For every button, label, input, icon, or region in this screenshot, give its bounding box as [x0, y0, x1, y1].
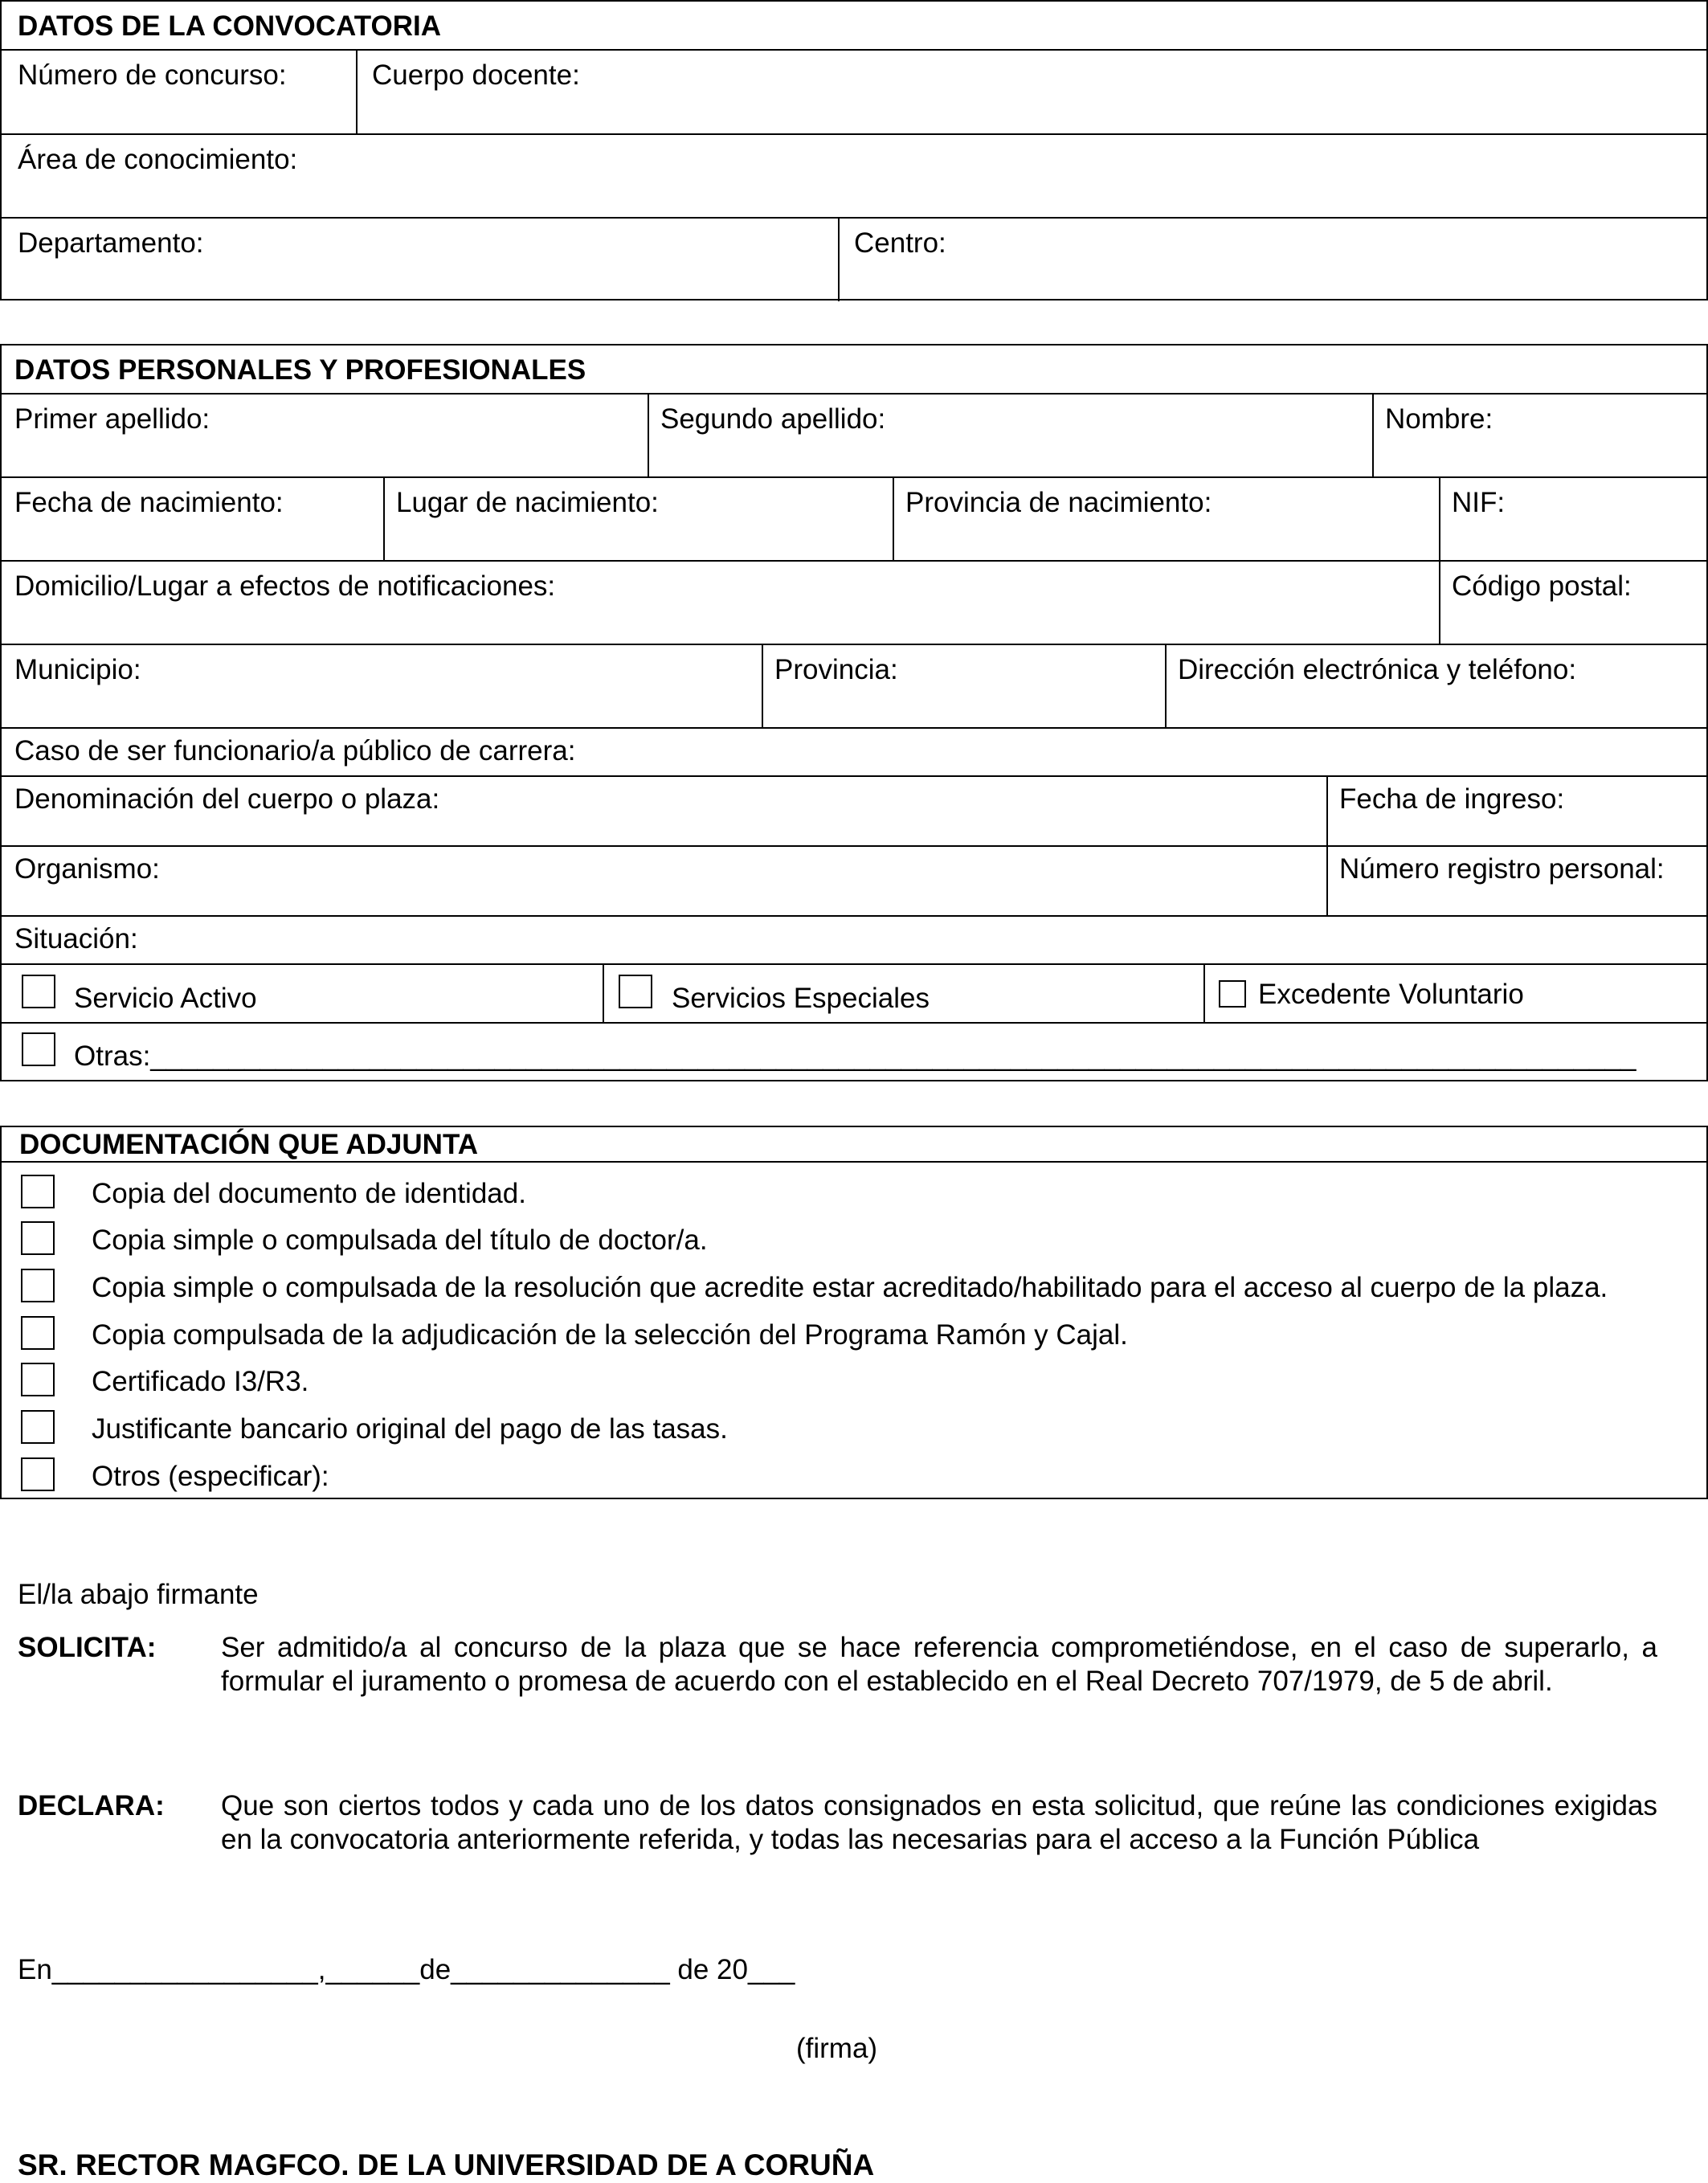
documentacion-section [0, 1126, 1708, 1499]
servicios-especiales-checkbox[interactable] [619, 975, 652, 1008]
doc-checkbox[interactable] [21, 1175, 55, 1208]
doc-item-justificante [2, 1407, 1705, 1453]
denominacion-field[interactable]: Denominación del cuerpo o plaza: [14, 783, 440, 815]
doc-item-identidad [2, 1171, 1705, 1218]
area-conocimiento-field[interactable]: Área de conocimiento: [18, 144, 298, 175]
fecha-ingreso-field[interactable]: Fecha de ingreso: [1339, 783, 1565, 815]
servicio-activo-checkbox[interactable] [22, 975, 55, 1008]
doc-label: Copia del documento de identidad. [92, 1178, 526, 1209]
codigo-postal-field[interactable]: Código postal: [1452, 570, 1632, 602]
lugar-nacimiento-field[interactable]: Lugar de nacimiento: [396, 487, 659, 518]
provincia-nacimiento-field[interactable]: Provincia de nacimiento: [905, 487, 1212, 518]
doc-item-certificado [2, 1359, 1705, 1406]
numero-concurso-field[interactable]: Número de concurso: [18, 59, 287, 91]
solicita-label: SOLICITA: [18, 1632, 157, 1663]
centro-field[interactable]: Centro: [854, 227, 946, 259]
provincia-field[interactable]: Provincia: [774, 654, 898, 685]
fecha-line[interactable]: En_________________,______de______________ de 20___ [18, 1954, 795, 1985]
doc-label: Copia compulsada de la adjudicación de la selección del Programa Ramón y Cajal. [92, 1319, 1128, 1351]
doc-label: Justificante bancario original del pago de las tasas. [92, 1413, 728, 1445]
nif-field[interactable]: NIF: [1452, 487, 1506, 518]
doc-item-resolucion [2, 1265, 1705, 1312]
doc-label: Certificado I3/R3. [92, 1366, 309, 1397]
otras-line[interactable]: Otras:_______________________________________________________________________________________________ [74, 1040, 1636, 1072]
municipio-field[interactable]: Municipio: [14, 654, 141, 685]
nombre-field[interactable]: Nombre: [1385, 403, 1493, 435]
doc-checkbox[interactable] [21, 1457, 55, 1491]
documentacion-title: DOCUMENTACIÓN QUE ADJUNTA [19, 1129, 479, 1160]
doc-label: Copia simple o compulsada del título de doctor/a. [92, 1224, 708, 1256]
doc-checkbox[interactable] [21, 1269, 55, 1302]
numero-registro-field[interactable]: Número registro personal: [1339, 853, 1665, 885]
personales-title: DATOS PERSONALES Y PROFESIONALES [14, 354, 586, 386]
doc-checkbox[interactable] [21, 1363, 55, 1396]
departamento-field[interactable]: Departamento: [18, 227, 204, 259]
doc-checkbox[interactable] [21, 1221, 55, 1255]
otras-checkbox[interactable] [22, 1032, 55, 1066]
doc-item-titulo [2, 1218, 1705, 1265]
doc-label: Otros (especificar): [92, 1461, 329, 1492]
destinatario: SR. RECTOR MAGFCO. DE LA UNIVERSIDAD DE A CORUÑA [18, 2148, 875, 2181]
segundo-apellido-field[interactable]: Segundo apellido: [660, 403, 886, 435]
cuerpo-docente-field[interactable]: Cuerpo docente: [372, 59, 580, 91]
convocatoria-section [0, 0, 1708, 300]
doc-checkbox[interactable] [21, 1410, 55, 1444]
doc-checkbox[interactable] [21, 1316, 55, 1350]
doc-item-ramon-cajal [2, 1313, 1705, 1359]
direccion-electronica-field[interactable]: Dirección electrónica y teléfono: [1178, 654, 1577, 685]
personales-section [0, 344, 1708, 1081]
primer-apellido-field[interactable]: Primer apellido: [14, 403, 210, 435]
firma-label: (firma) [796, 2033, 878, 2064]
servicio-activo-label: Servicio Activo [74, 983, 257, 1014]
domicilio-field[interactable]: Domicilio/Lugar a efectos de notificaciones: [14, 570, 556, 602]
excedente-voluntario-label: Excedente Voluntario [1258, 979, 1524, 1010]
doc-label: Copia simple o compulsada de la resolución que acredite estar acreditado/habilitado para el acceso al cuerpo de la plaza. [92, 1272, 1608, 1303]
excedente-voluntario-checkbox[interactable] [1219, 980, 1246, 1008]
servicios-especiales-label: Servicios Especiales [672, 983, 930, 1014]
situacion-label: Situación: [14, 923, 138, 955]
firmante-text: El/la abajo firmante [18, 1579, 259, 1610]
organismo-field[interactable]: Organismo: [14, 853, 160, 885]
caso-funcionario-label: Caso de ser funcionario/a público de carrera: [14, 735, 576, 767]
declara-label: DECLARA: [18, 1790, 165, 1821]
declara-text: Que son ciertos todos y cada uno de los datos consignados en esta solicitud, que reúne las condiciones exigidas en la convocatoria anteriormente referida, y todas las necesarias para el acceso a la Función Pública [221, 1790, 1657, 1855]
fecha-nacimiento-field[interactable]: Fecha de nacimiento: [14, 487, 284, 518]
doc-item-otros [2, 1454, 1705, 1501]
convocatoria-title: DATOS DE LA CONVOCATORIA [18, 10, 441, 42]
solicita-text: Ser admitido/a al concurso de la plaza que se hace referencia comprometiéndose, en el caso de superarlo, a formular el juramento o promesa de acuerdo con el establecido en el Real Decreto 707/1979, de 5 de abril. [221, 1632, 1657, 1697]
